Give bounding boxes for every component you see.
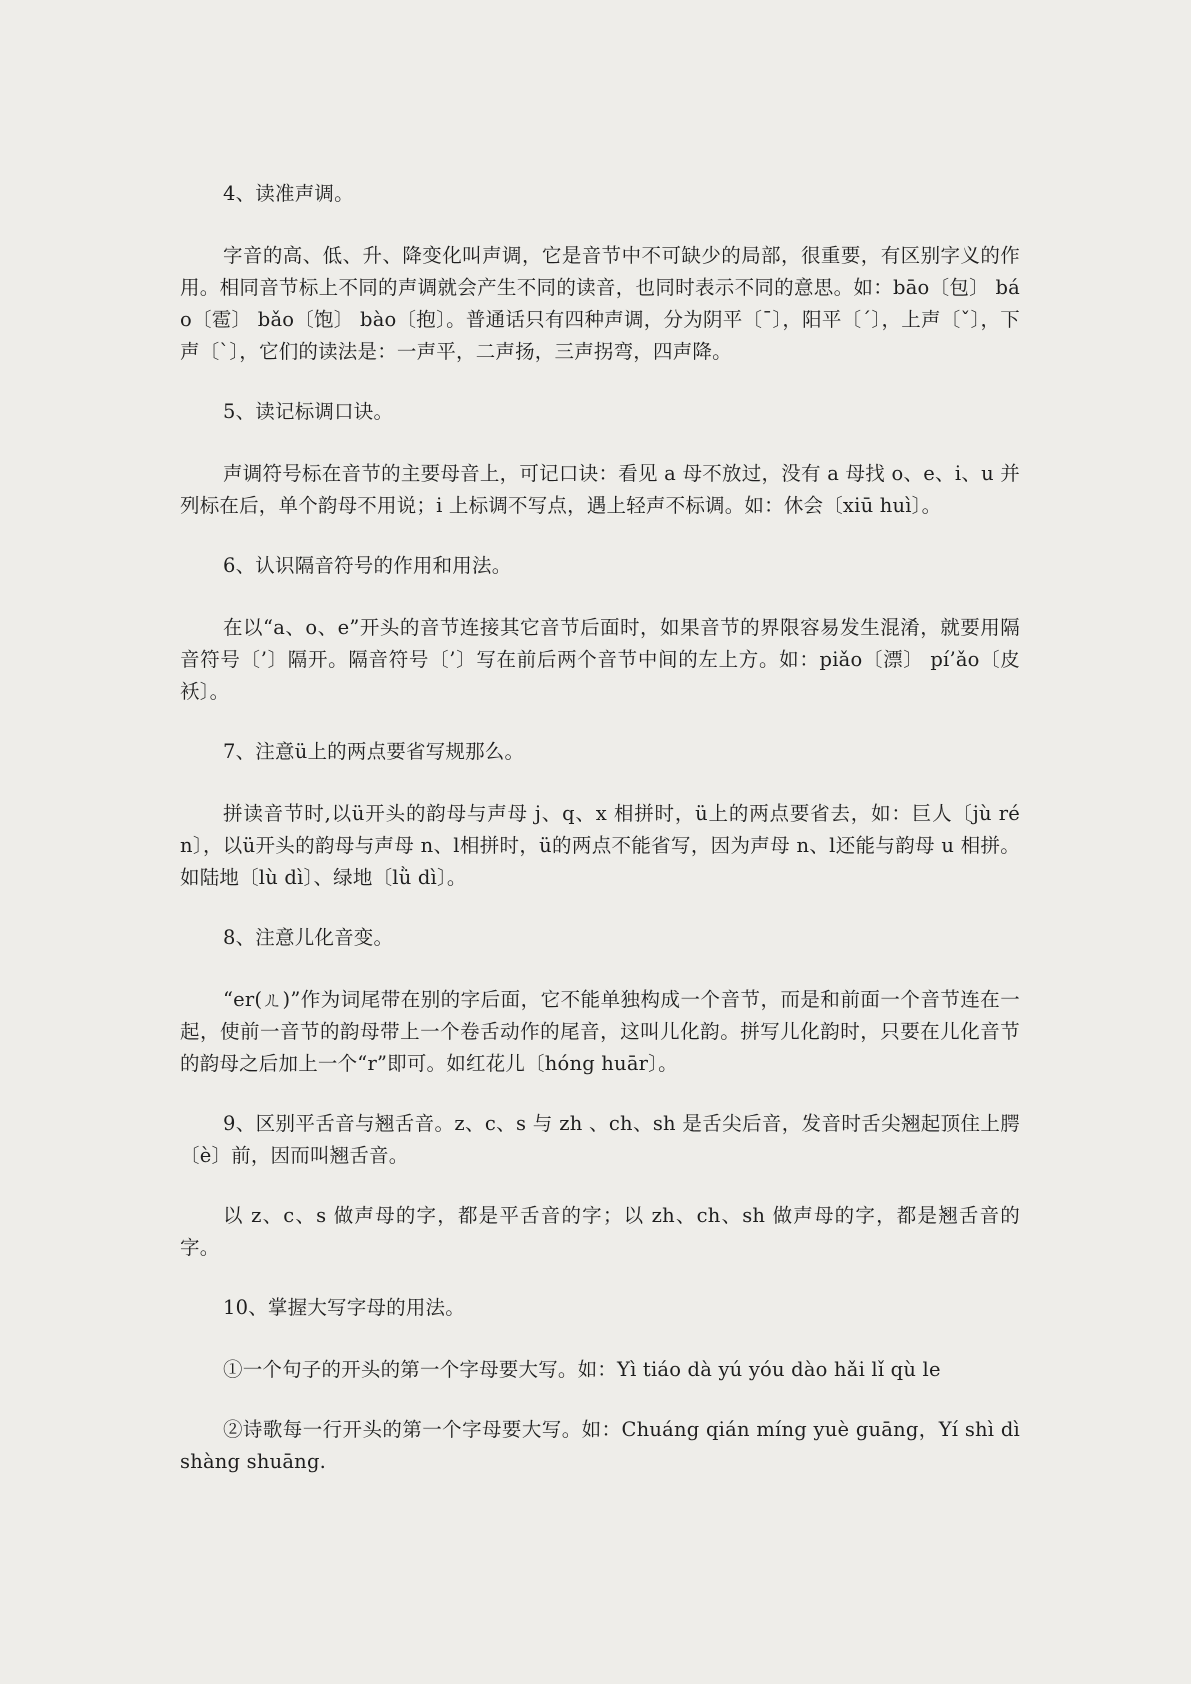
paragraph-syllable-separator: 在以“a、o、e”开头的音节连接其它音节后面时，如果音节的界限容易发生混淆，就要用隔音符号〔’〕隔开。隔音符号〔’〕写在前后两个音节中间的左上方。如：piǎo〔漂〕 pí’ǎo〔皮袄〕。 [180,616,1020,703]
document-page [180,178,1020,1506]
paragraph-sentence-capital: ①一个句子的开头的第一个字母要大写。如：Yì tiáo dà yú yóu dào hǎi lǐ qù le [223,1358,941,1381]
heading-syllable-separator: 6、认识隔音符号的作用和用法。 [223,554,512,577]
paragraph-tone-mark-rhyme: 声调符号标在音节的主要母音上，可记口诀：看见 a 母不放过，没有 a 母找 o、e、i、u 并列标在后，单个韵母不用说；i 上标调不写点，遇上轻声不标调。如：休会〔xiū huì〕。 [180,462,1020,517]
heading-capital-letters: 10、掌握大写字母的用法。 [223,1296,465,1319]
heading-tone-mark-rhyme: 5、读记标调口诀。 [223,400,394,423]
paragraph-flat-tongue: 以 z、c、s 做声母的字，都是平舌音的字；以 zh、ch、sh 做声母的字，都是翘舌音的字。 [180,1204,1020,1259]
paragraph-poem-capital: ②诗歌每一行开头的第一个字母要大写。如：Chuáng qián míng yuè guāng，Yí shì dì shàng shuāng. [180,1418,1020,1473]
paragraph-erhua: “er(ㄦ)”作为词尾带在别的字后面，它不能单独构成一个音节，而是和前面一个音节连在一起，使前一音节的韵母带上一个卷舌动作的尾音，这叫儿化韵。拼写儿化韵时，只要在儿化音节的韵母之后加上一个“r”即可。如红花儿〔hóng huār〕。 [180,988,1020,1075]
paragraph-u-umlaut: 拼读音节时,以ü开头的韵母与声母 j、q、x 相拼时，ü上的两点要省去，如：巨人〔jù rén〕，以ü开头的韵母与声母 n、l相拼时，ü的两点不能省写，因为声母 n、l还能与韵母 u 相拼。如陆地〔lù dì〕、绿地〔lǜ dì〕。 [180,802,1020,889]
heading-u-umlaut: 7、注意ü上的两点要省写规那么。 [223,740,525,763]
paragraph-retroflex: 9、区别平舌音与翘舌音。z、c、s 与 zh 、ch、sh 是舌尖后音，发音时舌尖翘起顶住上腭〔è〕前，因而叫翘舌音。 [180,1112,1020,1167]
heading-erhua: 8、注意儿化音变。 [223,926,394,949]
paragraph-tones: 字音的高、低、升、降变化叫声调，它是音节中不可缺少的局部，很重要，有区别字义的作用。相同音节标上不同的声调就会产生不同的读音，也同时表示不同的意思。如：bāo〔包〕 báo〔雹〕 bǎo〔饱〕 bào〔抱〕。普通话只有四种声调，分为阴平〔ˉ〕，阳平〔ˊ〕，上声〔ˇ〕，下声〔ˋ〕，它们的读法是：一声平，二声扬，三声拐弯，四声降。 [180,244,1020,363]
heading-tones: 4、读准声调。 [223,182,354,205]
